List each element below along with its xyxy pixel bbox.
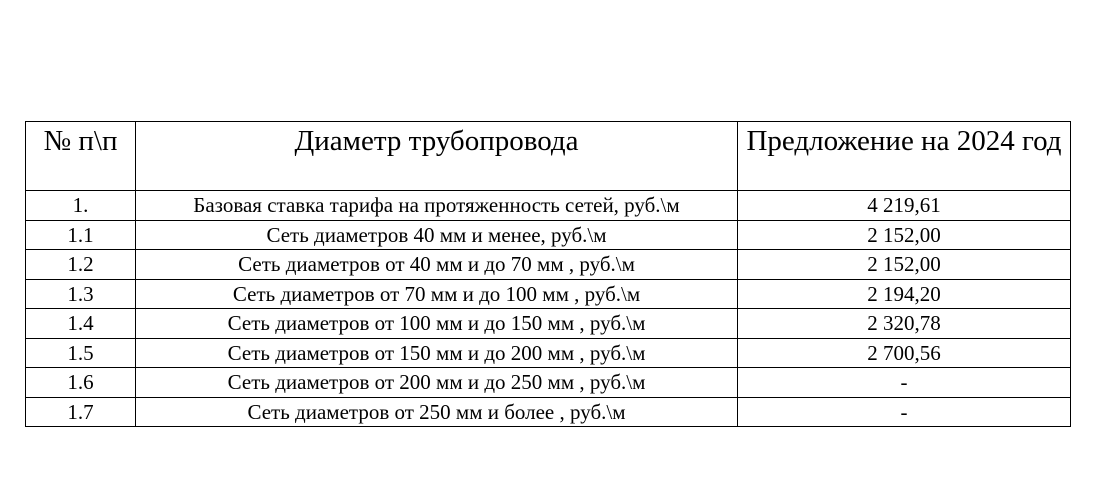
table-row — [26, 338, 1071, 368]
table-row — [26, 368, 1071, 398]
row-name: Сеть диаметров от 150 мм и до 200 мм , руб.\м — [136, 338, 738, 368]
table-header-row — [26, 122, 1071, 191]
table-row — [26, 279, 1071, 309]
row-value: 2 152,00 — [738, 250, 1071, 280]
row-value: 2 700,56 — [738, 338, 1071, 368]
row-value: 4 219,61 — [738, 191, 1071, 221]
row-value: 2 320,78 — [738, 309, 1071, 339]
row-name: Сеть диаметров от 100 мм и до 150 мм , руб.\м — [136, 309, 738, 339]
row-number: 1.3 — [26, 279, 136, 309]
row-value: - — [738, 397, 1071, 427]
row-value: - — [738, 368, 1071, 398]
row-number: 1.4 — [26, 309, 136, 339]
row-number: 1.5 — [26, 338, 136, 368]
row-value: 2 194,20 — [738, 279, 1071, 309]
table-row — [26, 250, 1071, 280]
row-number: 1.7 — [26, 397, 136, 427]
row-number: 1. — [26, 191, 136, 221]
header-proposal: Предложение на 2024 год — [738, 122, 1071, 191]
row-name: Сеть диаметров от 250 мм и более , руб.\м — [136, 397, 738, 427]
row-name: Сеть диаметров от 70 мм и до 100 мм , руб.\м — [136, 279, 738, 309]
row-value: 2 152,00 — [738, 220, 1071, 250]
table-row — [26, 397, 1071, 427]
row-number: 1.6 — [26, 368, 136, 398]
table-row — [26, 309, 1071, 339]
table-row — [26, 220, 1071, 250]
header-number: № п\п — [26, 122, 136, 191]
row-number: 1.2 — [26, 250, 136, 280]
tariff-table — [25, 121, 1071, 427]
row-name: Сеть диаметров от 40 мм и до 70 мм , руб.\м — [136, 250, 738, 280]
table-row — [26, 191, 1071, 221]
row-name: Базовая ставка тарифа на протяженность сетей, руб.\м — [136, 191, 738, 221]
row-name: Сеть диаметров 40 мм и менее, руб.\м — [136, 220, 738, 250]
row-number: 1.1 — [26, 220, 136, 250]
row-name: Сеть диаметров от 200 мм и до 250 мм , руб.\м — [136, 368, 738, 398]
header-diameter: Диаметр трубопровода — [136, 122, 738, 191]
